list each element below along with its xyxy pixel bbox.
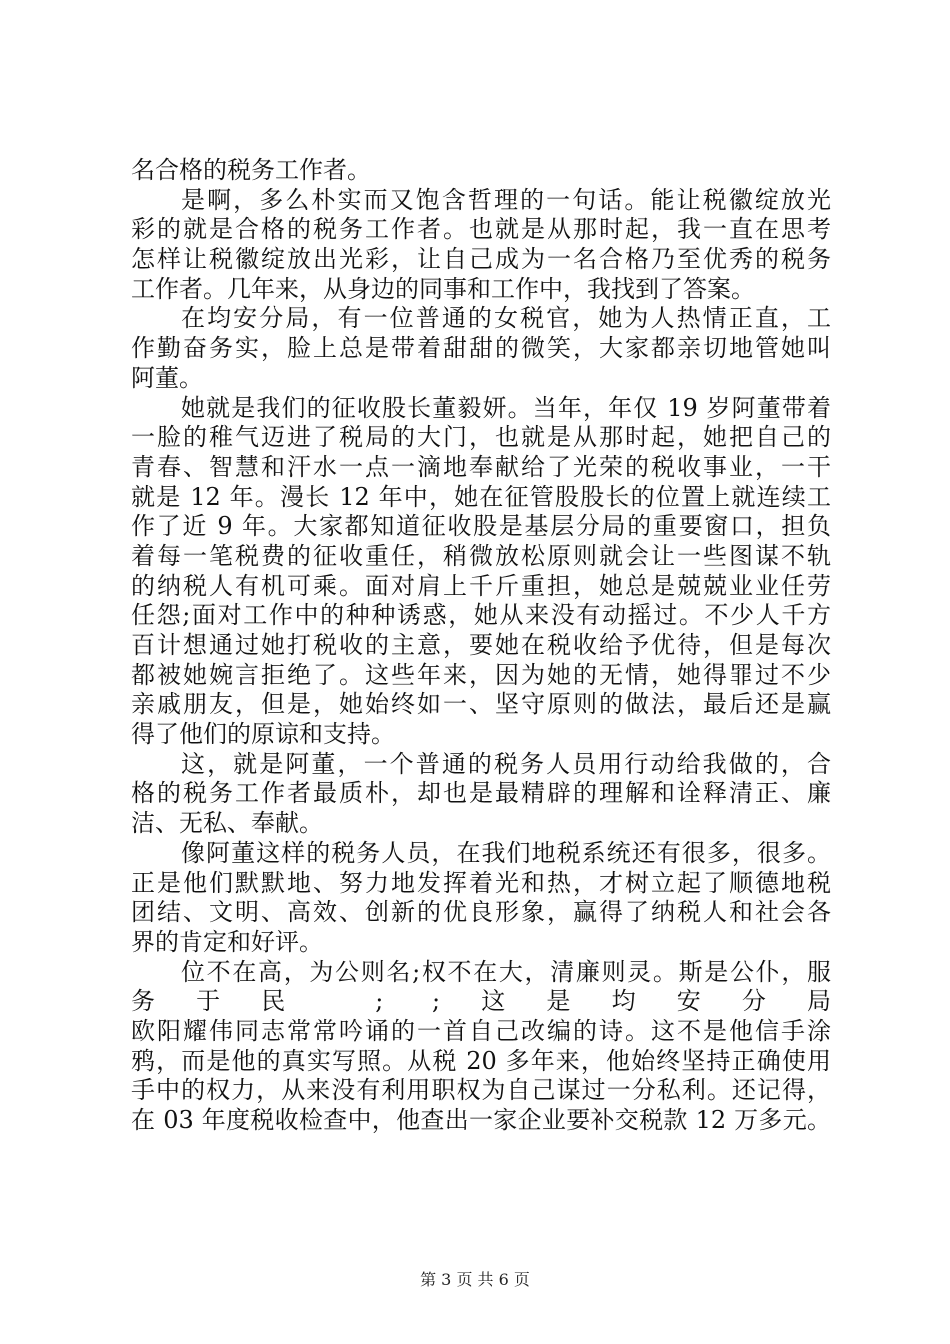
text-line: 阿董。	[131, 363, 203, 392]
text-line: 是啊，多么朴实而又饱含哲理的一句话。能让税徽绽放光	[181, 185, 831, 214]
text-line: 着每一笔税费的征收重任，稍微放松原则就会让一些图谋不轨	[131, 541, 831, 570]
text-line: 位不在高，为公则名;权不在大，清廉则灵。斯是公仆，服	[181, 957, 831, 986]
text-line: 像阿董这样的税务人员，在我们地税系统还有很多，很多。	[181, 838, 831, 867]
text-line: 得了他们的原谅和支持。	[131, 720, 395, 749]
text-line: 团结、文明、高效、创新的优良形象，赢得了纳税人和社会各	[131, 898, 831, 927]
text-line: 格的税务工作者最质朴，却也是最精辟的理解和诠释清正、廉	[131, 779, 831, 808]
text-line: 名合格的税务工作者。	[131, 156, 371, 184]
text-line: 一脸的稚气迈进了税局的大门，也就是从那时起，她把自己的	[131, 423, 831, 452]
body-text	[131, 156, 831, 1136]
text-line: 的纳税人有机可乘。面对肩上千斤重担，她总是兢兢业业任劳	[131, 571, 831, 600]
text-line: 作勤奋务实，脸上总是带着甜甜的微笑，大家都亲切地管她叫	[131, 334, 831, 363]
text-line: 亲戚朋友，但是，她始终如一、坚守原则的做法，最后还是赢	[131, 690, 831, 719]
text-line: 正是他们默默地、努力地发挥着光和热，才树立起了顺德地税	[131, 868, 831, 897]
text-line: 作了近 9 年。大家都知道征收股是基层分局的重要窗口，担负	[131, 512, 831, 541]
text-line: 鸦，而是他的真实写照。从税 20 多年来，他始终坚持正确使用	[131, 1046, 831, 1075]
text-line: 任怨;面对工作中的种种诱惑，她从来没有动摇过。不少人千方	[131, 601, 831, 630]
text-line: 欧阳耀伟同志常常吟诵的一首自己改编的诗。这不是他信手涂	[131, 1016, 831, 1045]
text-line: 在 03 年度税收检查中，他查出一家企业要补交税款 12 万多元。	[131, 1106, 831, 1134]
text-line: 都被她婉言拒绝了。这些年来，因为她的无情，她得罪过不少	[131, 660, 831, 689]
text-line: 彩的就是合格的税务工作者。也就是从那时起，我一直在思考	[131, 215, 831, 244]
text-line: 就是 12 年。漫长 12 年中，她在征管股股长的位置上就连续工	[131, 482, 831, 511]
text-line: 工作者。几年来，从身边的同事和工作中，我找到了答案。	[131, 274, 755, 303]
text-line: 在均安分局，有一位普通的女税官，她为人热情正直，工	[181, 304, 831, 333]
text-line: 手中的权力，从来没有利用职权为自己谋过一分私利。还记得，	[131, 1076, 831, 1105]
text-line: 洁、无私、奉献。	[131, 809, 323, 838]
text-line: 怎样让税徽绽放出光彩，让自己成为一名合格乃至优秀的税务	[131, 245, 831, 274]
text-line: 界的肯定和好评。	[131, 927, 323, 956]
text-line: 务于民 ; ;这是均安分局	[131, 987, 831, 1016]
text-line: 这，就是阿董，一个普通的税务人员用行动给我做的，合	[181, 749, 831, 778]
text-line: 青春、智慧和汗水一点一滴地奉献给了光荣的税收事业，一干	[131, 452, 831, 481]
text-line: 百计想通过她打税收的主意，要她在税收给予优待，但是每次	[131, 631, 831, 659]
text-line: 她就是我们的征收股长董毅妍。当年，年仅 19 岁阿董带着	[181, 393, 831, 422]
page-footer: 第 3 页 共 6 页	[420, 1270, 530, 1289]
